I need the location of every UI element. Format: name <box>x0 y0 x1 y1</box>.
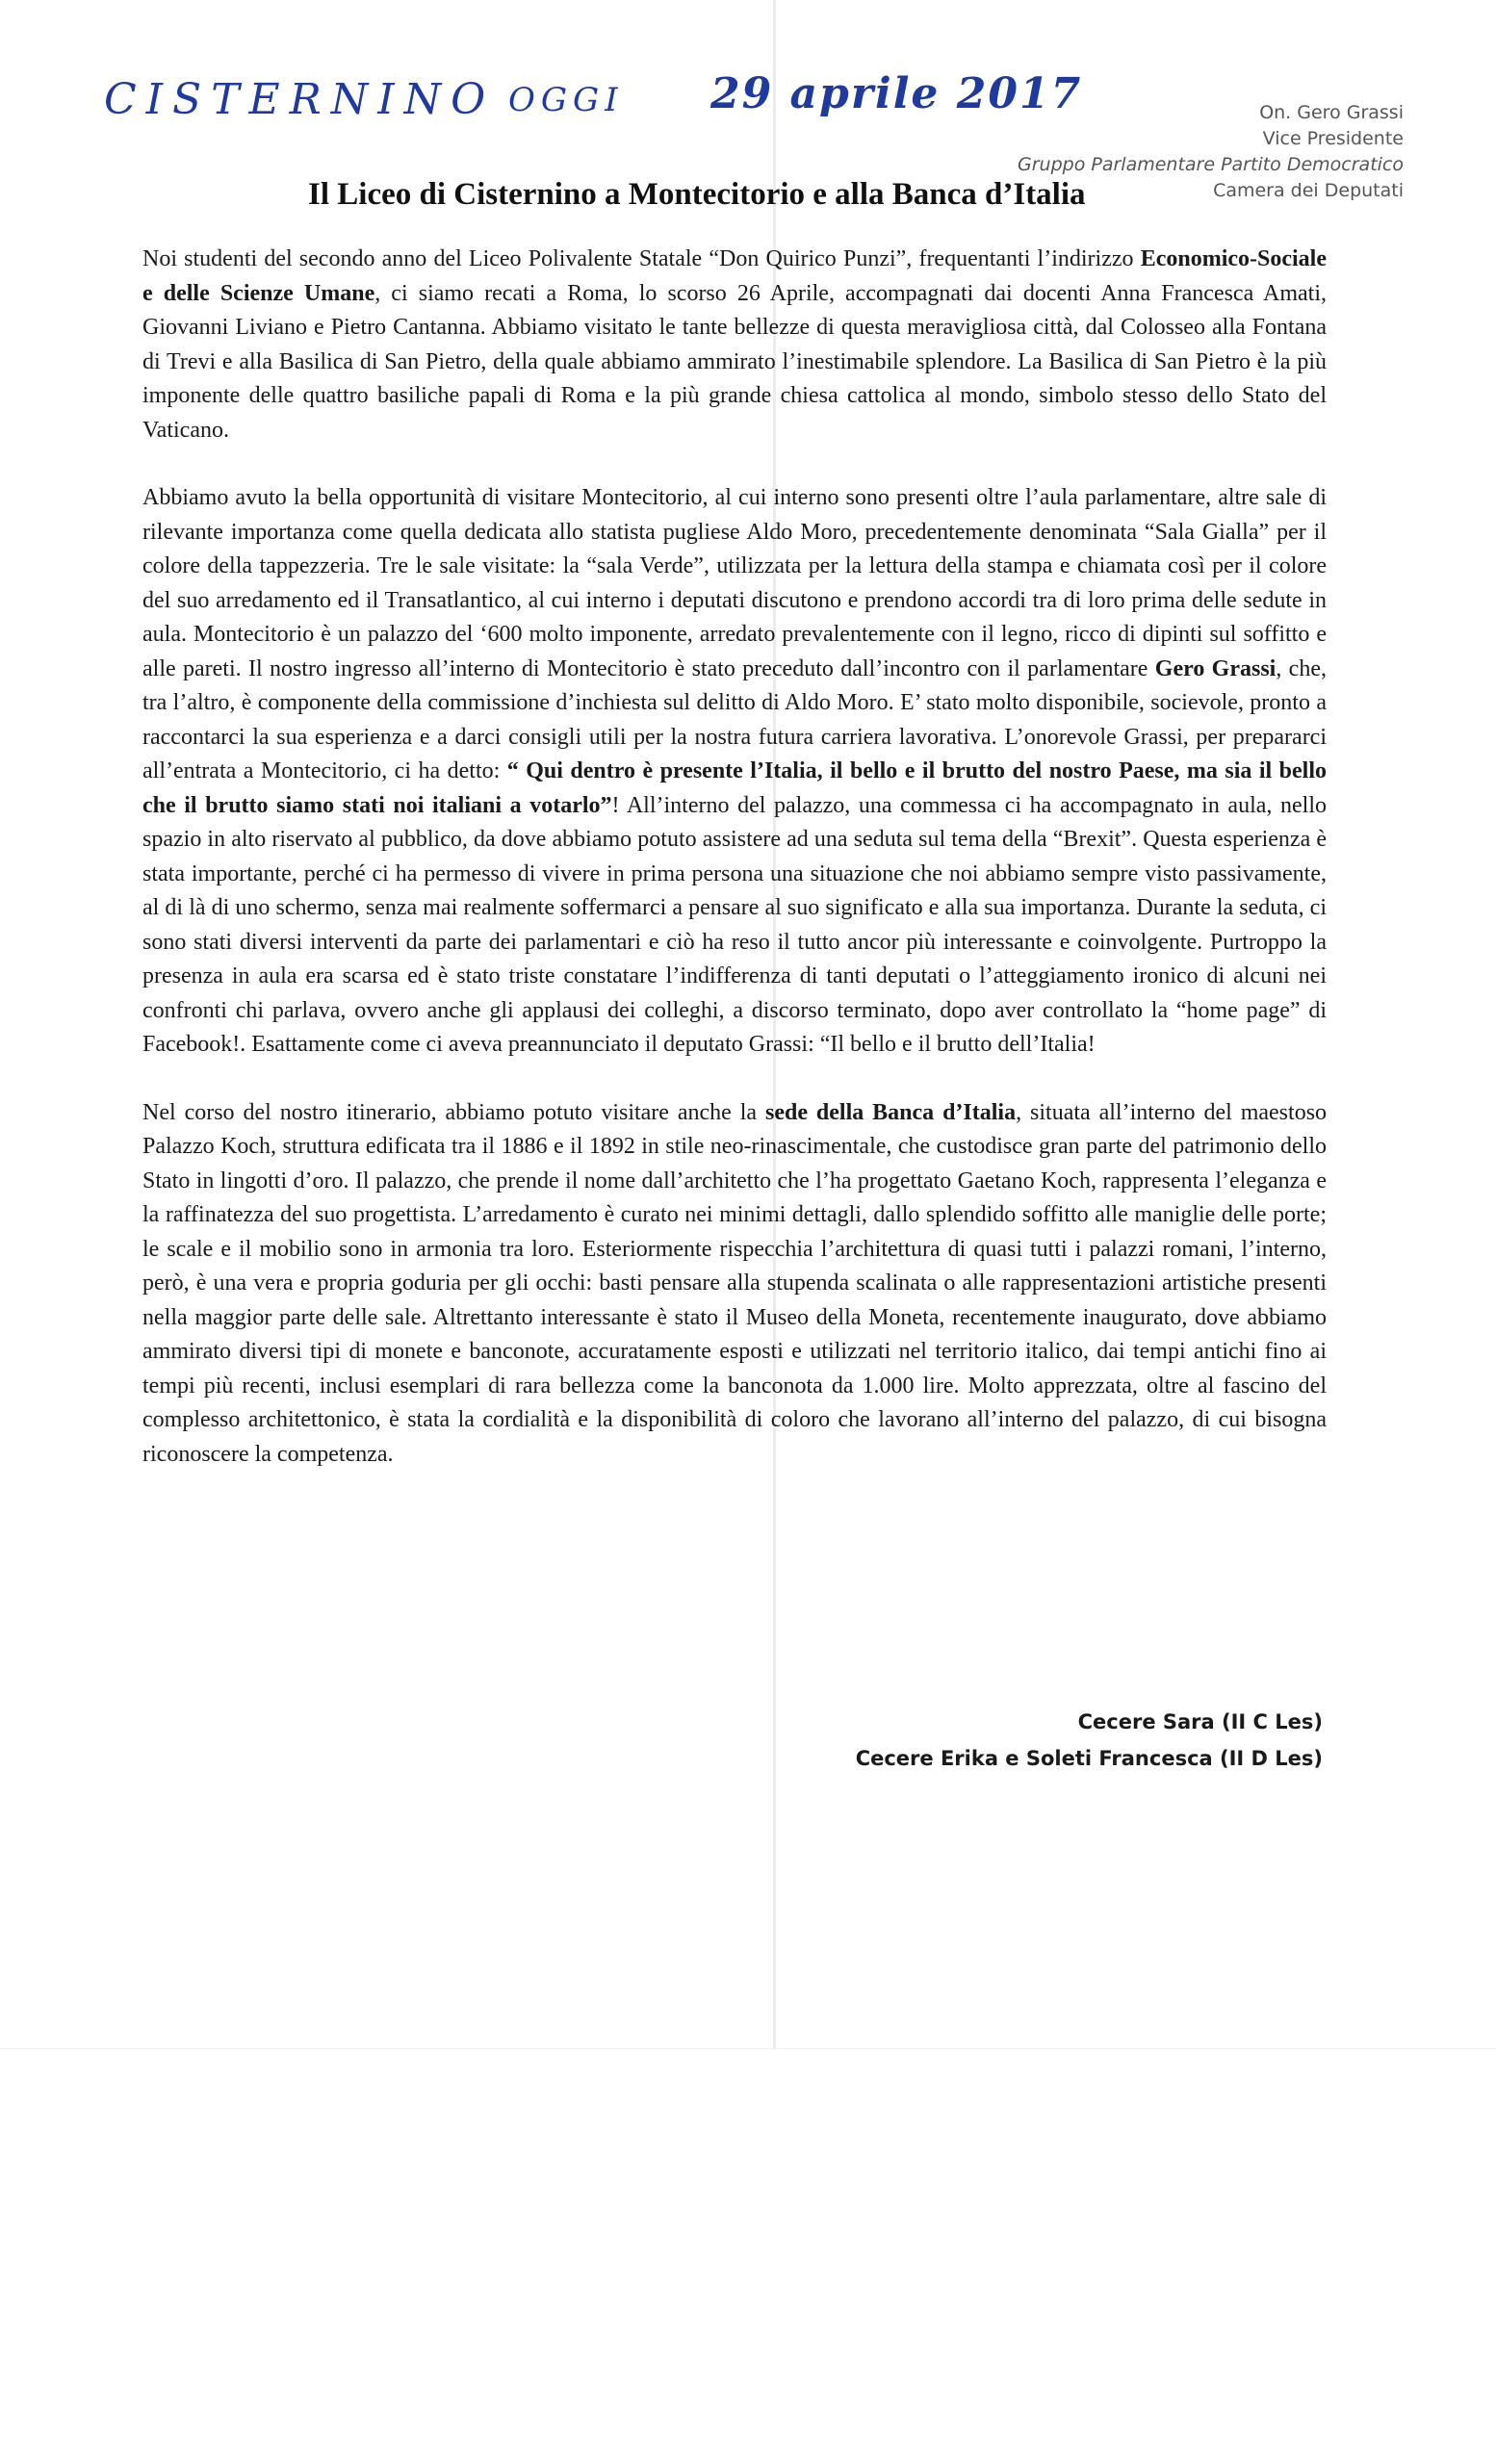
p2-text-e: ! All’interno del palazzo, una commessa ci ha accompagnato in aula, nello spazio in alto riservato al pubblico, da dove abbiamo potuto assistere ad una seduta sul tema della “Brexit”. Questa esperienza è stata importante, perché ci ha permesso di vivere in prima persona una situazione che noi abbiamo sempre visto passivamente, al di là di uno schermo, senza mai realmente soffermarci a pensare al suo significato e alla sua importanza. Durante la seduta, ci sono stati diversi interventi da parte dei parlamentari e ciò ha reso il tutto ancor più interessante e coinvolgente. Purtroppo la presenza in aula era scarsa ed è stato triste constatare l’indifferenza di tanti deputati o l’atteggiamento ironico di alcuni nei confronti chi parlava, ovvero anche gli applausi dei colleghi, a discorso terminato, dopo aver controllato la “home page” di Facebook!. Esattamente come ci aveva preannunciato il deputato Grassi: “Il bello e il brutto dell’Italia! <box>142 792 1327 1057</box>
p1-text-a: Noi studenti del secondo anno del Liceo Polivalente Statale “Don Quirico Punzi”, frequentanti l’indirizzo <box>142 246 1141 271</box>
article-title: Il Liceo di Cisternino a Montecitorio e alla Banca d’Italia <box>308 177 1086 212</box>
p2-bold-name: Gero Grassi <box>1154 655 1277 681</box>
handwritten-header <box>104 69 1144 152</box>
letterhead-group: Gruppo Parlamentare Partito Democratico <box>1018 154 1404 175</box>
paragraph-2 <box>142 481 1327 1063</box>
handwritten-place: CISTERNINO <box>104 75 496 124</box>
p1-bold: Economico-Sociale e delle Scienze Umane <box>142 246 1327 306</box>
paragraph-1 <box>142 243 1327 448</box>
signature-block <box>856 1704 1323 1777</box>
paragraph-3 <box>142 1096 1327 1473</box>
letterhead-chamber: Camera dei Deputati <box>1213 180 1404 201</box>
letterhead-role: Vice Presidente <box>1262 128 1404 149</box>
p3-bold: sede della Banca d’Italia <box>765 1099 1017 1125</box>
p2-bold-quote: “ Qui dentro è presente l’Italia, il bello e il brutto del nostro Paese, ma sia il bello che il brutto siamo stati noi italiani a votarlo” <box>142 758 1327 818</box>
scan-edge <box>0 2048 1496 2049</box>
p2-text-a: Abbiamo avuto la bella opportunità di visitare Montecitorio, al cui interno sono presenti oltre l’aula parlamentare, altre sale di rilevante importanza come quella dedicata allo statista pugliese Aldo Moro, precedentemente denominata “Sala Gialla” per il colore della tappezzeria. Tre le sale visitate: la “sala Verde”, utilizzata per la lettura della stampa e chiamata così per il colore del suo arredamento ed il Transatlantico, al cui interno i deputati discutono e prendono accordi tra di loro prima delle sedute in aula. Montecitorio è un palazzo del ‘600 molto imponente, arredato prevalentemente con il legno, ricco di dipinti sul soffitto e alle pareti. Il nostro ingresso all’interno di Montecitorio è stato preceduto dall’incontro con il parlamentare <box>142 485 1327 681</box>
handwritten-paper: OGGI <box>508 81 624 119</box>
p1-text-c: , ci siamo recati a Roma, lo scorso 26 Aprile, accompagnati dai docenti Anna Francesca Amati, Giovanni Liviano e Pietro Cantanna. Abbiamo visitato le tante bellezze di questa meravigliosa città, dal Colosseo alla Fontana di Trevi e alla Basilica di San Pietro, della quale abbiamo ammirato l’inestimabile splendore. La Basilica di San Pietro è la più imponente delle quattro basiliche papali di Roma e la più grande chiesa cattolica al mondo, simbolo stesso dello Stato del Vaticano. <box>142 280 1327 443</box>
p2-text-c: , che, tra l’altro, è componente della commissione d’inchiesta sul delitto di Aldo Moro. E’ stato molto disponibile, socievole, pronto a raccontarci la sua esperienza e a darci consigli utili per la nostra futura carriera lavorativa. L’onorevole Grassi, per prepararci all’entrata a Montecitorio, ci ha detto: <box>142 655 1327 783</box>
signature-line-1: Cecere Sara (II C Les) <box>1077 1710 1323 1733</box>
handwritten-date: 29 aprile 2017 <box>710 69 1083 118</box>
letterhead-name: On. Gero Grassi <box>1259 102 1404 123</box>
signature-line-2: Cecere Erika e Soleti Francesca (II D Les) <box>855 1747 1323 1770</box>
article-body <box>142 243 1327 1505</box>
p3-text-a: Nel corso del nostro itinerario, abbiamo potuto visitare anche la <box>142 1099 765 1125</box>
p3-text-c: , situata all’interno del maestoso Palazzo Koch, struttura edificata tra il 1886 e il 1892 in stile neo-rinascimentale, che custodisce gran parte del patrimonio dello Stato in lingotti d’oro. Il palazzo, che prende il nome dall’architetto che l’ha progettato Gaetano Koch, rappresenta l’eleganza e la raffinatezza del suo progettista. L’arredamento è curato nei minimi dettagli, dallo splendido soffitto alle maniglie delle porte; le scale e il mobilio sono in armonia tra loro. Esteriormente rispecchia l’architettura di quasi tutti i palazzi romani, l’interno, però, è una vera e propria goduria per gli occhi: basti pensare alla stupenda scalinata o alle rappresentazioni artistiche presenti nella maggior parte delle sale. Altrettanto interessante è stato il Museo della Moneta, recentemente inaugurato, dove abbiamo ammirato diversi tipi di monete e banconote, accuratamente esposti e utilizzati nel territorio italico, dai tempi antichi fino ai tempi più recenti, inclusi esemplari di rara bellezza come la banconota da 1.000 lire. Molto apprezzata, oltre al fascino del complesso architettonico, è stata la cordialità e la disponibilità di coloro che lavorano all’interno del palazzo, di cui bisogna riconoscere la competenza. <box>142 1099 1328 1467</box>
